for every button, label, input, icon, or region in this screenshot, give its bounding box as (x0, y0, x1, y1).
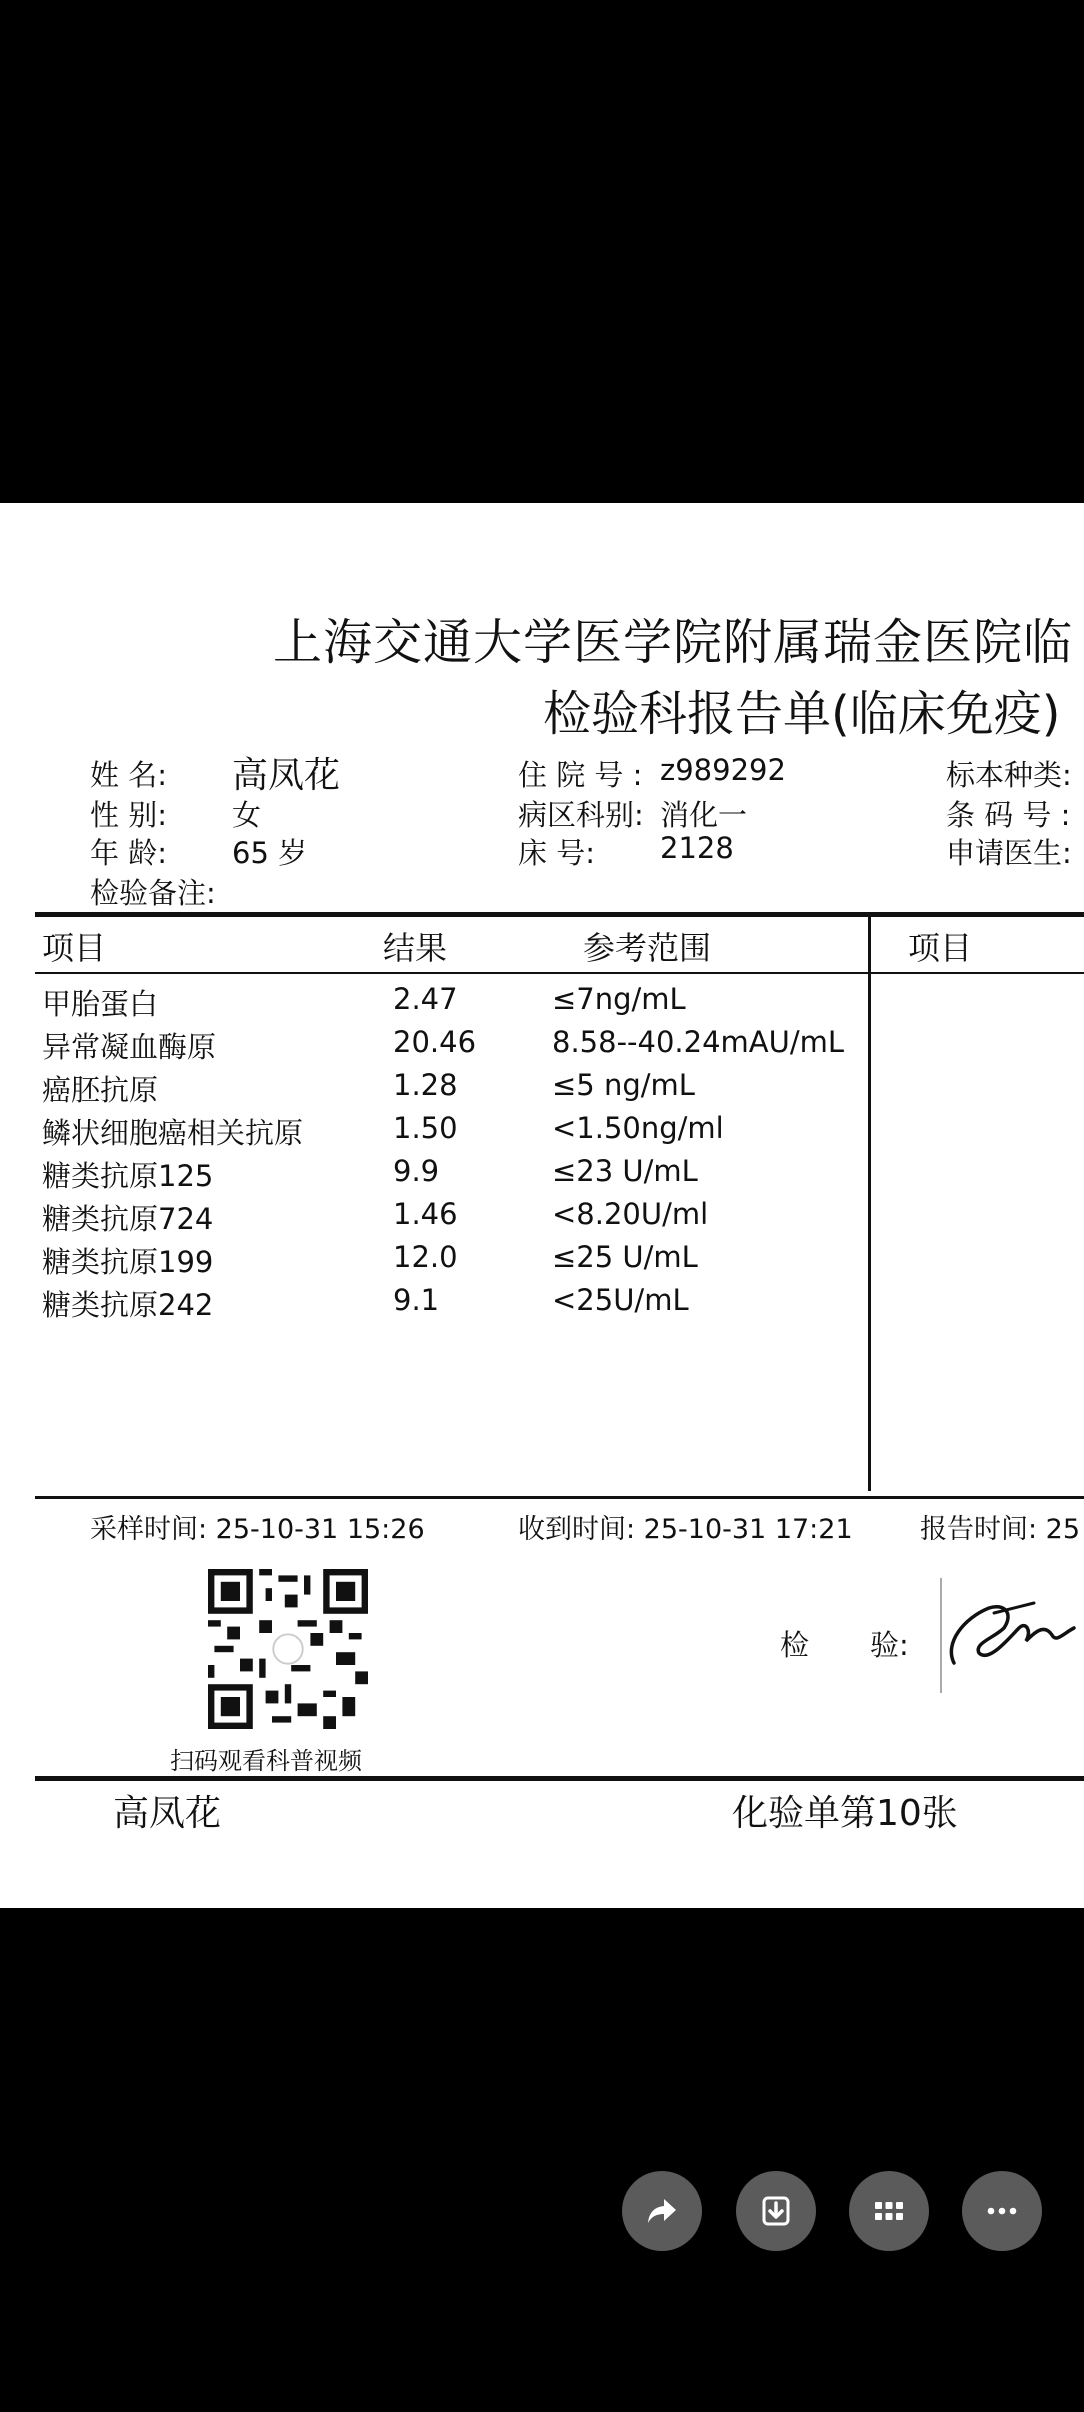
specimen-label: 标本种类: (946, 758, 1072, 792)
row-range: <8.20U/ml (552, 1197, 709, 1231)
row-item: 糖类抗原125 (42, 1159, 214, 1193)
row-range: <1.50ng/ml (552, 1111, 724, 1145)
sex-label: 性 别: (90, 798, 167, 832)
age-label: 年 龄: (90, 836, 167, 870)
inpatient-no: z989292 (660, 753, 786, 787)
apps-button[interactable] (849, 2171, 929, 2251)
report-image (0, 503, 1084, 1908)
row-item: 糖类抗原199 (42, 1245, 214, 1279)
header-item-right: 项目 (908, 929, 973, 967)
patient-sex: 女 (232, 798, 262, 832)
header-result: 结果 (383, 929, 448, 967)
barcode-label: 条 码 号 : (946, 798, 1071, 832)
row-result: 9.1 (393, 1283, 440, 1317)
patient-age: 65 岁 (232, 836, 308, 870)
table-top-rule (35, 912, 1084, 917)
download-button[interactable] (736, 2171, 816, 2251)
row-item: 癌胚抗原 (42, 1073, 159, 1107)
qr-caption: 扫码观看科普视频 (170, 1747, 362, 1775)
table-divider (868, 916, 871, 1491)
row-item: 甲胎蛋白 (42, 987, 159, 1021)
table-bottom-rule (35, 1496, 1084, 1499)
row-item: 异常凝血酶原 (42, 1030, 217, 1064)
received-time: 收到时间: 25-10-31 17:21 (518, 1514, 853, 1545)
ward-label: 病区科别: (518, 798, 644, 832)
share-button[interactable] (622, 2171, 702, 2251)
bed-value: 2128 (660, 831, 734, 865)
sample-time: 采样时间: 25-10-31 15:26 (90, 1514, 425, 1545)
ward-value: 消化一 (660, 798, 748, 832)
table-header-rule (35, 972, 1084, 974)
signature-image (934, 1573, 1084, 1693)
more-icon (982, 2191, 1022, 2231)
row-range: ≤25 U/mL (552, 1240, 698, 1274)
more-button[interactable] (962, 2171, 1042, 2251)
row-result: 1.50 (393, 1111, 458, 1145)
footer-rule (35, 1776, 1084, 1781)
row-result: 1.28 (393, 1068, 458, 1102)
inspector-label-2: 验: (870, 1628, 909, 1662)
row-range: ≤23 U/mL (552, 1154, 698, 1188)
row-range: ≤5 ng/mL (552, 1068, 695, 1102)
row-result: 2.47 (393, 982, 458, 1016)
row-item: 鳞状细胞癌相关抗原 (42, 1116, 304, 1150)
bed-label: 床 号: (518, 836, 595, 870)
apps-grid-icon (869, 2191, 909, 2231)
share-icon (642, 2191, 682, 2231)
download-icon (756, 2191, 796, 2231)
patient-name: 高凤花 (232, 755, 341, 796)
inspector-label-1: 检 (780, 1628, 810, 1662)
row-result: 12.0 (393, 1240, 458, 1274)
row-result: 20.46 (393, 1025, 477, 1059)
row-range: ≤7ng/mL (552, 982, 686, 1016)
row-item: 糖类抗原724 (42, 1202, 214, 1236)
report-title: 检验科报告单(临床免疫) (543, 686, 1061, 742)
name-label: 姓 名: (90, 758, 167, 792)
doctor-label: 申请医生: (946, 836, 1072, 870)
row-result: 9.9 (393, 1154, 440, 1188)
remarks-label: 检验备注: (90, 876, 216, 910)
footer-sheet: 化验单第10张 (732, 1793, 958, 1834)
hospital-title: 上海交通大学医学院附属瑞金医院临 (273, 614, 1074, 671)
inpatient-label: 住 院 号 : (518, 758, 643, 792)
header-item: 项目 (42, 929, 107, 967)
row-range: 8.58--40.24mAU/mL (552, 1025, 845, 1059)
row-result: 1.46 (393, 1197, 458, 1231)
row-item: 糖类抗原242 (42, 1288, 214, 1322)
header-range: 参考范围 (583, 929, 712, 967)
qr-code (208, 1569, 368, 1729)
row-range: <25U/mL (552, 1283, 689, 1317)
footer-name: 高凤花 (113, 1793, 222, 1834)
report-time: 报告时间: 25 (920, 1514, 1081, 1545)
